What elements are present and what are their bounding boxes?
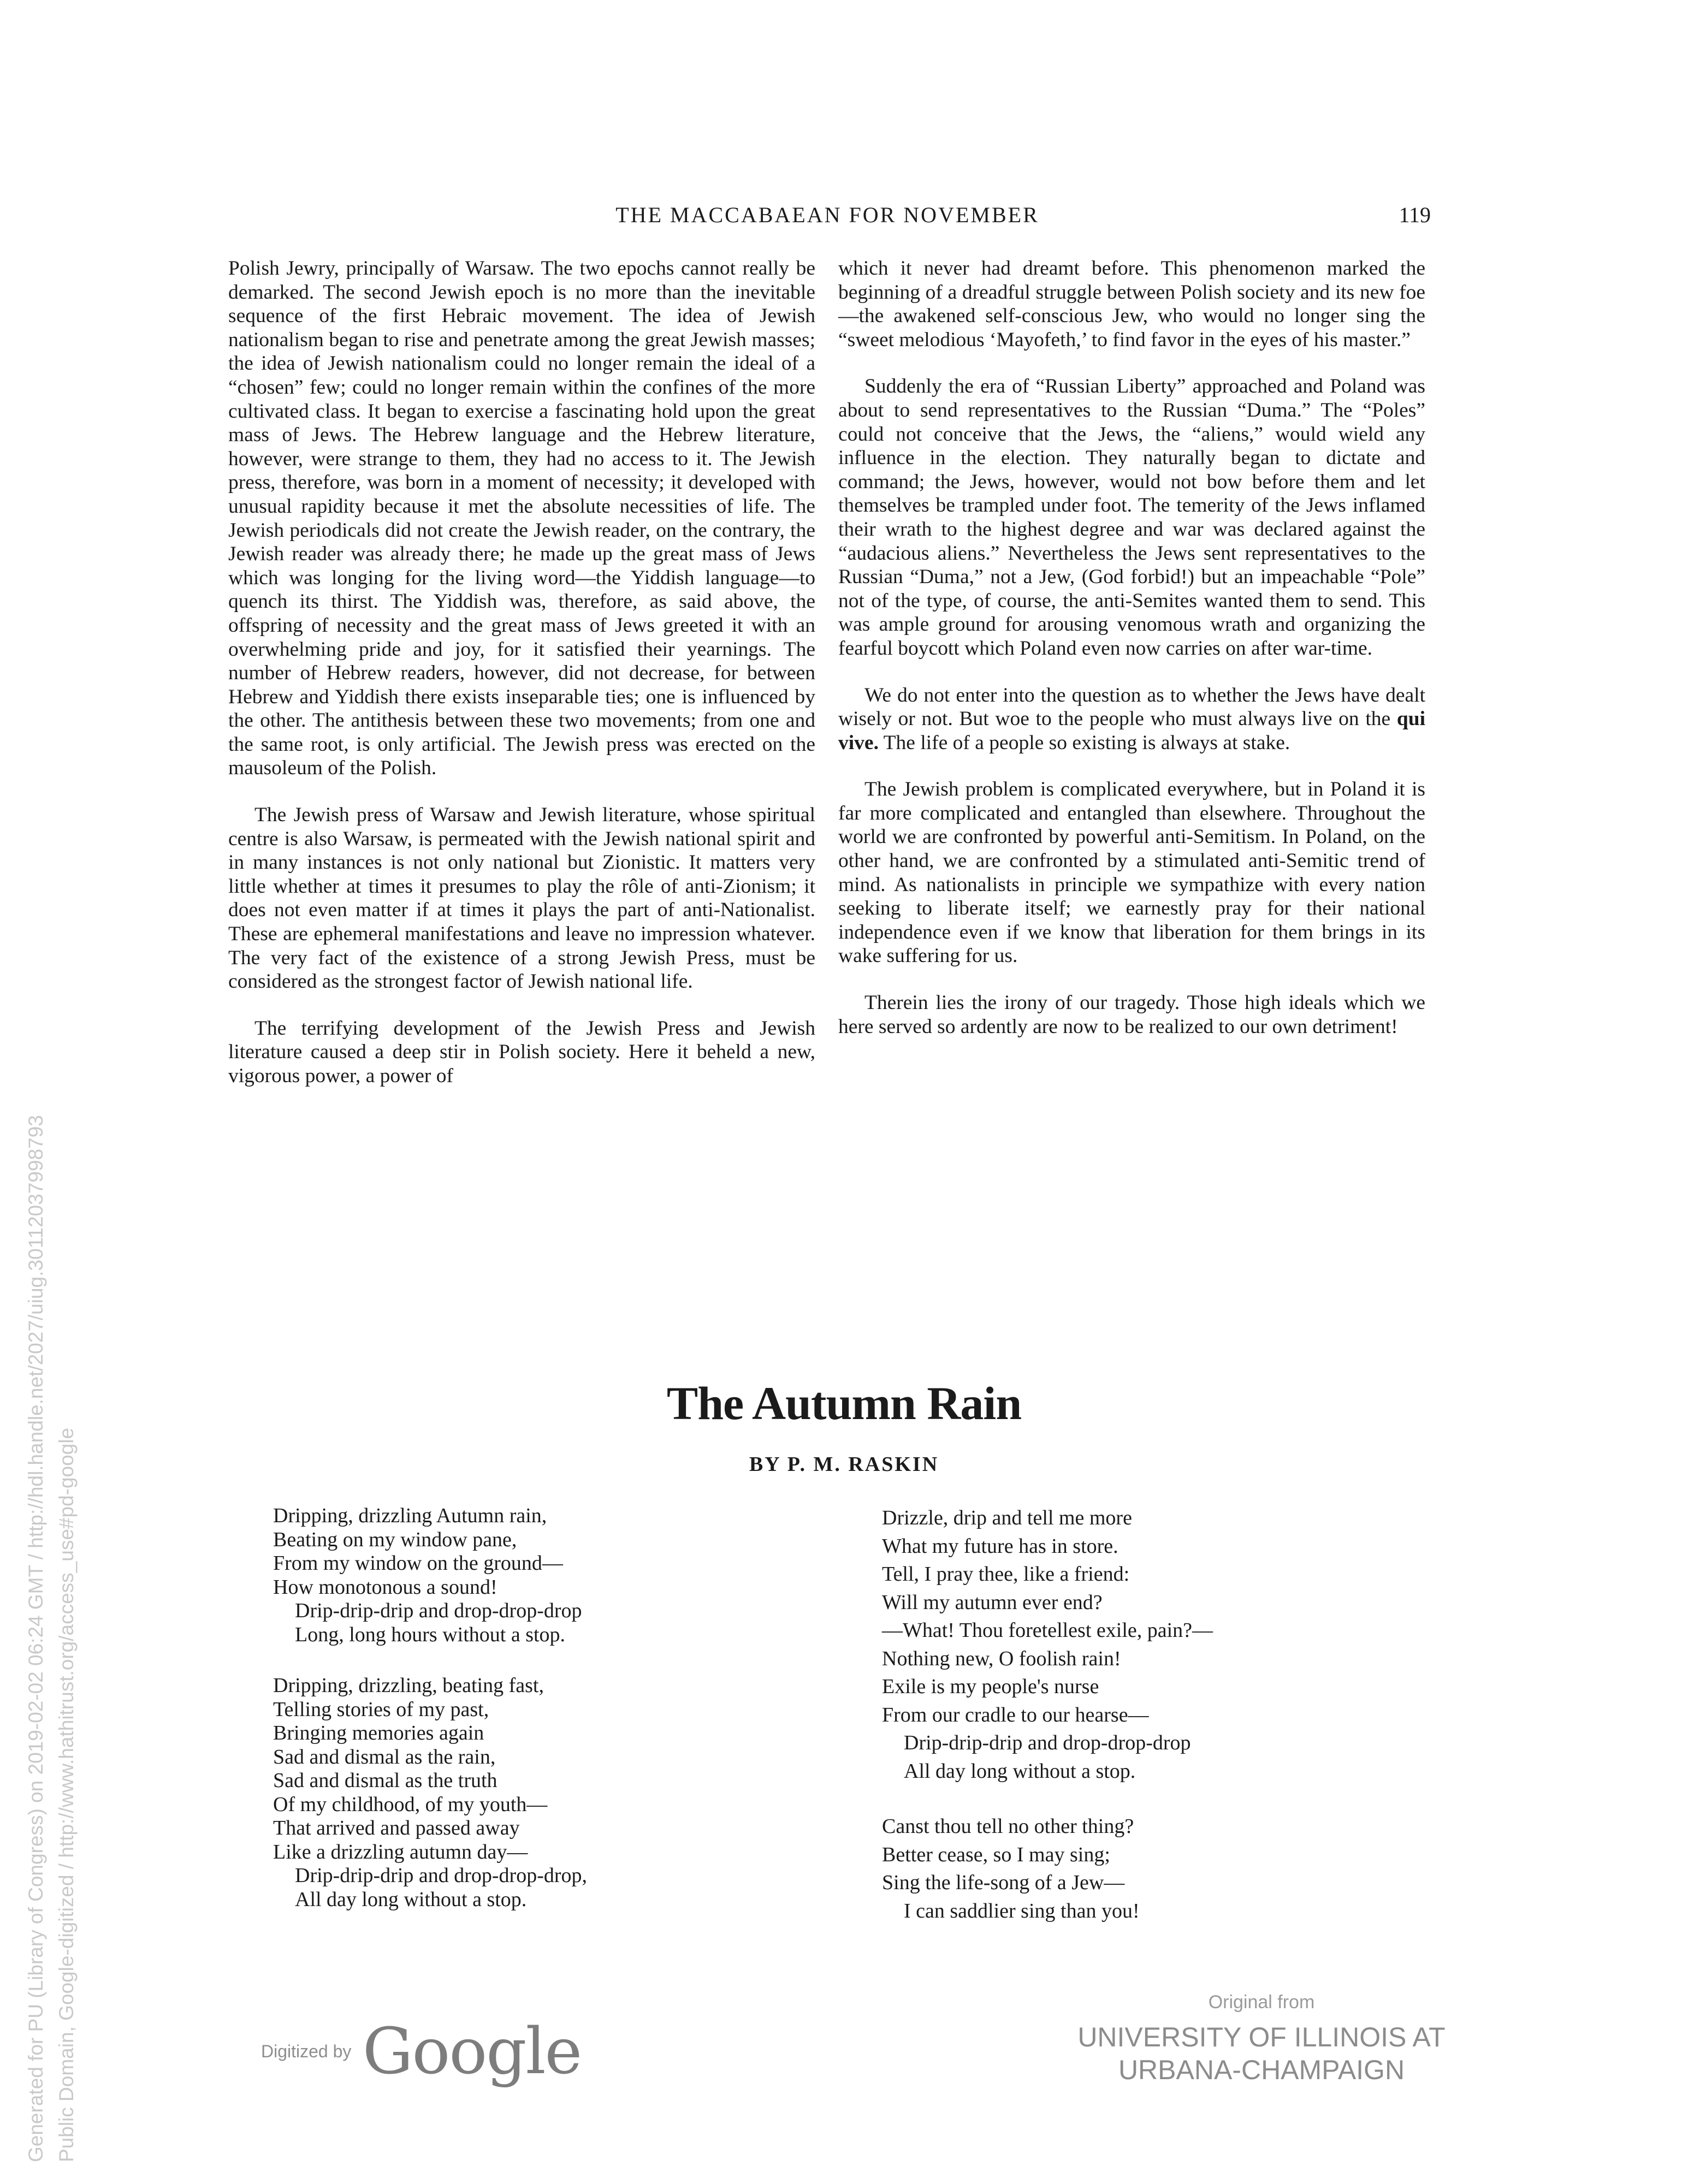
article-column-left — [228, 257, 815, 1111]
article-paragraph: Suddenly the era of “Russian Liberty” approached and Poland was about to send representatives to the Russian “Duma.” The “Poles” could not conceive that the Jews, the “aliens,” would wield any influence in the election. They naturally began to dictate and command; the Jews, however, would not bow before them and let themselves be trampled under foot. The temerity of the Jews inflamed their wrath to the highest degree and war was declared against the “audacious aliens.” Nevertheless the Jews sent representatives to the Russian “Duma,” not a Jew, (God forbid!) but an impeachable “Pole” not of the type, of course, the anti-Semites wanted them to send. This was ample ground for arousing venomous wrath and organizing the fearful boycott which Poland even now carries on after war-time. — [838, 375, 1425, 660]
article-paragraph: Polish Jewry, principally of Warsaw. The two epochs cannot really be demarked. The second Jewish epoch is no more than the inevitable sequence of the first Hebraic movement. The idea of Jewish nationalism began to rise and penetrate among the great Jewish masses; the idea of Jewish nationalism could no longer remain the ideal of a “chosen” few; could no longer remain within the confines of the more cultivated class. It began to exercise a fascinating hold upon the great mass of Jews. The Hebrew language and the Hebrew literature, however, were strange to them, they had no access to it. The Jewish press, therefore, was born in a moment of necessity; it developed with unusual rapidity because it met the absolute necessities of life. The Jewish periodicals did not create the Jewish reader, on the contrary, the Jewish reader was already there; he made up the great mass of Jews which was longing for the living word—the Yiddish language—to quench its thirst. The Yiddish was, therefore, as said above, the offspring of necessity and the great mass of Jews greeted it with an overwhelming pride and joy, for it satisfied their yearnings. The number of Hebrew readers, however, did not decrease, for between Hebrew and Yiddish there exists inseparable ties; one is influenced by the other. The antithesis between these two movements; from one and the same root, is only artificial. The Jewish press was erected on the mausoleum of the Polish. — [228, 257, 815, 780]
original-from-label: Original from — [1208, 1992, 1315, 2013]
poem-stanza — [882, 1813, 1213, 1925]
poem-line: Nothing new, O foolish rain! — [882, 1647, 1121, 1670]
poem-line: Canst thou tell no other thing? — [882, 1815, 1134, 1838]
poem-column-left — [273, 1504, 587, 1939]
poem-line: What my future has in store. — [882, 1534, 1118, 1558]
article-paragraph: Therein lies the irony of our tragedy. Those high ideals which we here served so ardently are now to be realized to our own detriment! — [838, 992, 1425, 1038]
running-title: THE MACCABAEAN FOR NOVEMBER — [615, 203, 1039, 227]
google-logo: Google — [362, 2015, 582, 2088]
article-paragraph: which it never had dreamt before. This phenomenon marked the beginning of a dreadful struggle between Polish society and its new foe—the awakened self-conscious Jew, who would no longer sing the “sweet melodious ‘Mayofeth,’ to find favor in the eyes of his master.” — [838, 257, 1425, 351]
running-head — [224, 202, 1431, 235]
institution-line: URBANA-CHAMPAIGN — [1118, 2055, 1405, 2085]
poem-line: Will my autumn ever end? — [882, 1590, 1103, 1614]
poem-line: Dripping, drizzling, beating fast, — [273, 1674, 544, 1697]
article-paragraph: The Jewish problem is complicated everywhere, but in Poland it is far more complicated and entangled than elsewhere. Throughout the world we are confronted by powerful anti-Semitism. In Poland, on the other hand, we are confronted by a stimulated anti-Semitic trend of mind. As nationalists in principle we sympathize with every nation seeking to liberate itself; we earnestly pray for their national independence even if we know that liberation for them brings in its wake suffering for us. — [838, 778, 1425, 968]
poem-column-right — [882, 1504, 1213, 1952]
poem-line: From my window on the ground— — [273, 1552, 563, 1575]
poem-line: Exile is my people's nurse — [882, 1675, 1099, 1698]
poem-stanza — [882, 1504, 1213, 1785]
poem-line: Drip-drip-drip and drop-drop-drop, — [295, 1864, 588, 1887]
poem-title: The Autumn Rain — [666, 1377, 1022, 1429]
poem-line: Beating on my window pane, — [273, 1528, 517, 1551]
poem-line: Tell, I pray thee, like a friend: — [882, 1563, 1130, 1586]
poem-line: Dripping, drizzling Autumn rain, — [273, 1504, 547, 1527]
poem-line: Telling stories of my past, — [273, 1698, 489, 1721]
article-paragraph — [838, 684, 1425, 755]
institution-line: UNIVERSITY OF ILLINOIS AT — [1077, 2022, 1446, 2052]
page-number: 119 — [1399, 203, 1431, 227]
poem-line: That arrived and passed away — [273, 1817, 520, 1839]
poem-stanza — [273, 1674, 587, 1912]
article-paragraph: The terrifying development of the Jewish Press and Jewish literature caused a deep stir in Polish society. Here it beheld a new, vigorous power, a power of — [228, 1017, 815, 1087]
margin-watermark — [21, 1115, 82, 2162]
poem-line: Of my childhood, of my youth— — [273, 1793, 548, 1816]
poem-line: Sad and dismal as the truth — [273, 1769, 497, 1792]
poem-line: Drip-drip-drip and drop-drop-drop — [295, 1599, 582, 1622]
article-paragraph: The Jewish press of Warsaw and Jewish literature, whose spiritual centre is also Warsaw, is permeated with the Jewish national spirit and in many instances is not only national but Zionistic. It matters very little whether at times it presumes to play the rôle of anti-Zionism; it does not even matter if at times it plays the part of anti-Nationalist. These are ephemeral manifestations and leave no impression whatever. The very fact of the existence of a strong Jewish Press, must be considered as the strongest factor of Jewish national life. — [228, 804, 815, 993]
watermark-line: Public Domain, Google-digitized / http://www.hathitrust.org/access_use#pd-google — [55, 1427, 78, 2162]
poem-line: All day long without a stop. — [904, 1759, 1136, 1783]
poem-line: Bringing memories again — [273, 1722, 484, 1744]
paragraph-text: We do not enter into the question as to whether the Jews have dealt wisely or not. But woe to the people who must always live on the — [838, 684, 1425, 731]
digitized-by-mark — [261, 2015, 582, 2088]
poem-line: How monotonous a sound! — [273, 1575, 497, 1599]
poem-line: Long, long hours without a stop. — [295, 1623, 566, 1646]
poem-line: Like a drizzling autumn day— — [273, 1840, 528, 1863]
poem-byline: BY P. M. RASKIN — [749, 1453, 939, 1476]
paragraph-text: The life of a people so existing is always at stake. — [878, 731, 1290, 754]
article-column-right — [838, 257, 1425, 1061]
original-from-mark — [1070, 1992, 1453, 2086]
poem-line: —What! Thou foretellest exile, pain?— — [882, 1619, 1213, 1642]
poem-line: Sad and dismal as the rain, — [273, 1745, 496, 1768]
digitized-label: Digitized by — [261, 2041, 352, 2061]
poem-line: I can saddlier sing than you! — [904, 1899, 1140, 1922]
poem-stanza — [273, 1504, 587, 1647]
poem-line: Sing the life-song of a Jew— — [882, 1871, 1125, 1894]
watermark-line: Generated for PU (Library of Congress) on 2019-02-02 06:24 GMT / http://hdl.handle.net/2027/uiug.30112037998793 — [25, 1115, 47, 2162]
poem-line: From our cradle to our hearse— — [882, 1703, 1149, 1726]
emphasized-phrase: qui vive. — [838, 708, 1425, 754]
poem-line: Drip-drip-drip and drop-drop-drop — [904, 1731, 1191, 1754]
poem-line: All day long without a stop. — [295, 1888, 527, 1911]
poem-line: Better cease, so I may sing; — [882, 1843, 1110, 1866]
poem-line: Drizzle, drip and tell me more — [882, 1506, 1132, 1529]
